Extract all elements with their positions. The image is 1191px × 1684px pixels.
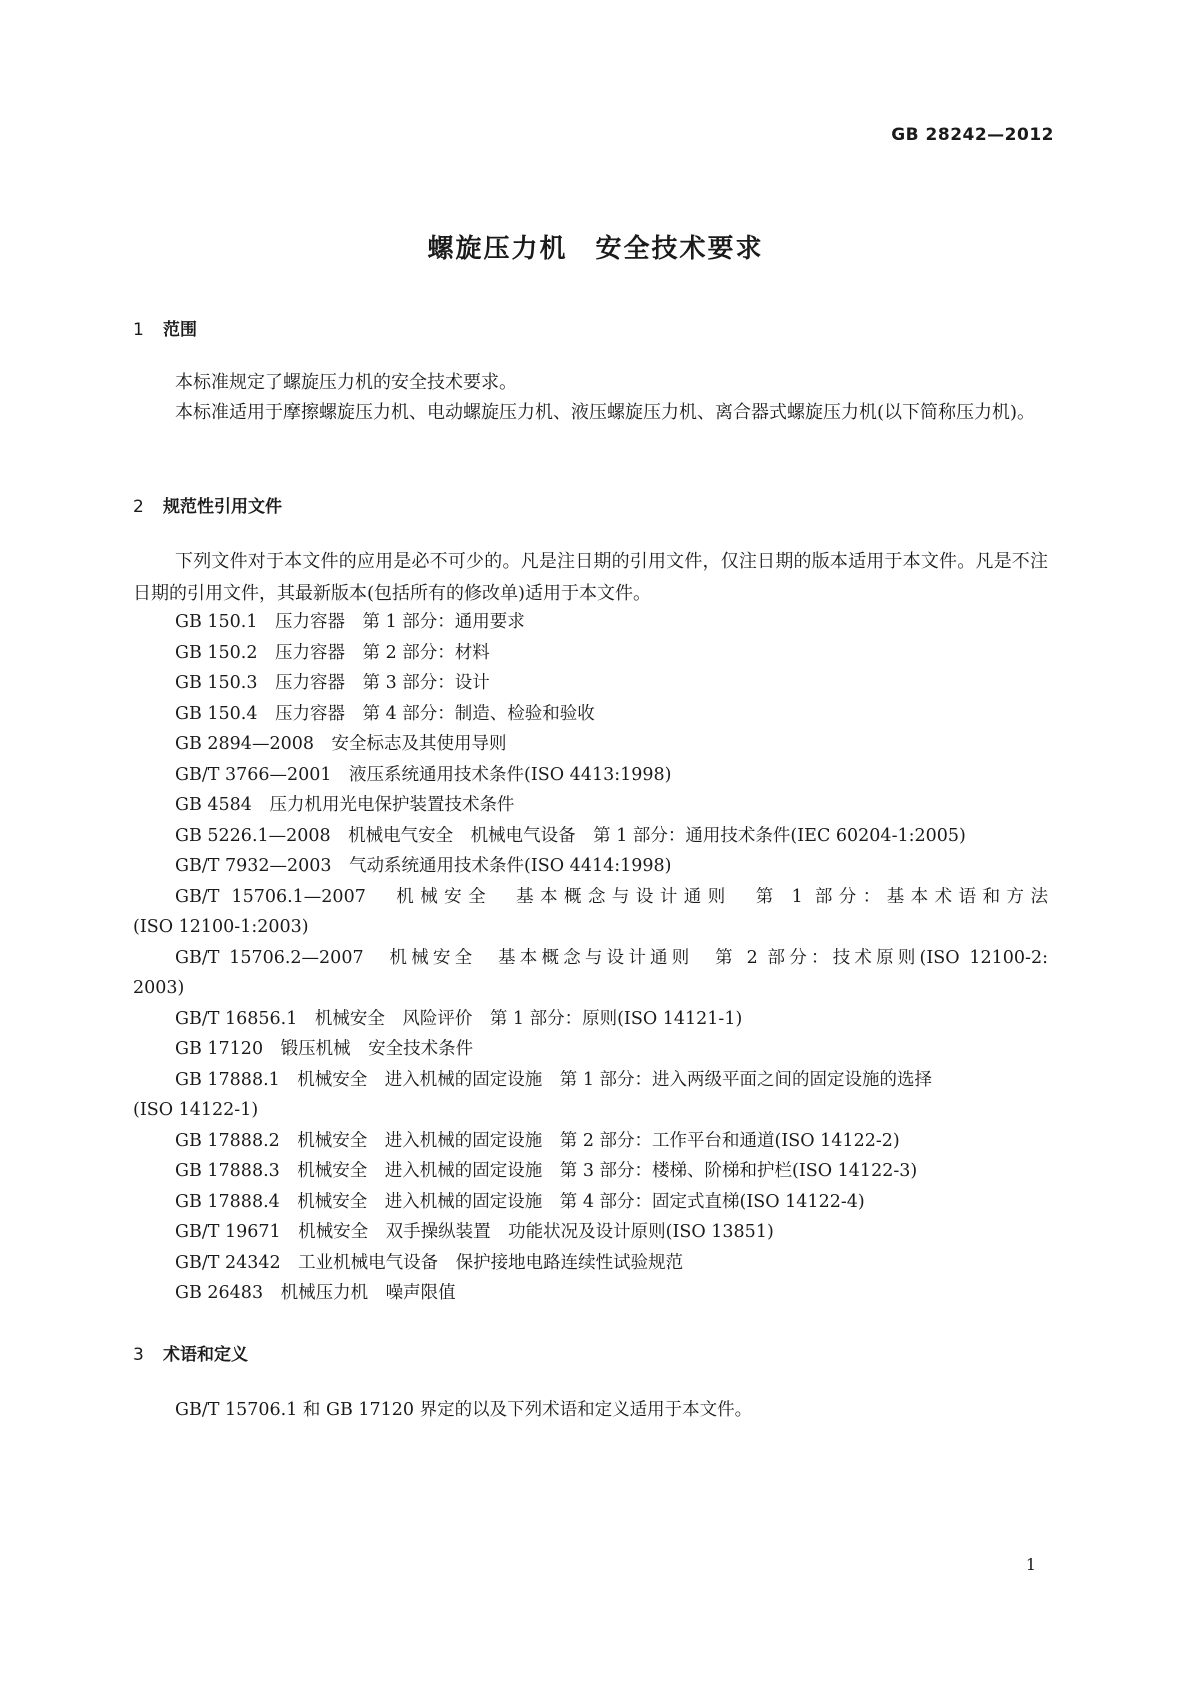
reference-item: GB 17888.1 机械安全 进入机械的固定设施 第 1 部分：进入两级平面之间的固定设施的选择 [175,1070,933,1090]
reference-item: GB 17888.3 机械安全 进入机械的固定设施 第 3 部分：楼梯、阶梯和护栏(ISO 14122-3) [175,1161,918,1181]
section-title: 规范性引用文件 [163,497,282,517]
reference-item: GB/T 3766—2001 液压系统通用技术条件(ISO 4413:1998) [175,765,672,785]
reference-item: GB 5226.1—2008 机械电气安全 机械电气设备 第 1 部分：通用技术条件(IEC 60204-1:2005) [175,826,966,846]
section-3-heading [133,1340,248,1365]
reference-item: GB 17888.4 机械安全 进入机械的固定设施 第 4 部分：固定式直梯(ISO 14122-4) [175,1192,865,1212]
references-intro: 下列文件对于本文件的应用是必不可少的。凡是注日期的引用文件，仅注日期的版本适用于本文件。凡是不注日期的引用文件，其最新版本(包括所有的修改单)适用于本文件。 [133,551,1048,604]
standard-code: GB 28242—2012 [891,125,1054,145]
reference-item: GB 17120 锻压机械 安全技术条件 [175,1039,474,1059]
reference-item: GB/T 15706.1—2007 机械安全 基本概念与设计通则 第 1 部分：基本术语和方法 [175,887,1048,907]
document-title: 螺旋压力机 安全技术要求 [427,234,764,264]
reference-item: GB 150.2 压力容器 第 2 部分：材料 [175,643,490,663]
reference-item: GB/T 24342 工业机械电气设备 保护接地电路连续性试验规范 [175,1253,684,1273]
reference-item: GB 26483 机械压力机 噪声限值 [175,1283,456,1303]
scope-paragraph-1: 本标准规定了螺旋压力机的安全技术要求。 [175,372,517,393]
reference-item: GB 2894—2008 安全标志及其使用导则 [175,734,507,754]
page-number: 1 [1025,1555,1036,1574]
reference-item: GB 150.4 压力容器 第 4 部分：制造、检验和验收 [175,704,595,724]
section-1-heading [133,315,197,340]
section-title: 范围 [163,320,197,340]
section-number: 3 [133,1345,144,1365]
reference-item: GB 150.3 压力容器 第 3 部分：设计 [175,673,490,693]
reference-item: GB 17888.2 机械安全 进入机械的固定设施 第 2 部分：工作平台和通道(ISO 14122-2) [175,1131,900,1151]
scope-paragraph-2: 本标准适用于摩擦螺旋压力机、电动螺旋压力机、液压螺旋压力机、离合器式螺旋压力机(以下简称压力机)。 [175,402,1036,423]
reference-item: GB/T 19671 机械安全 双手操纵装置 功能状况及设计原则(ISO 13851) [175,1222,774,1242]
section-number: 1 [133,320,144,340]
reference-item-continuation: (ISO 12100-1:2003) [133,917,309,937]
reference-item: GB 4584 压力机用光电保护装置技术条件 [175,795,515,815]
reference-item: GB/T 7932—2003 气动系统通用技术条件(ISO 4414:1998) [175,856,672,876]
section-number: 2 [133,497,144,517]
reference-item-continuation: 2003) [133,978,185,998]
reference-item-continuation: (ISO 14122-1) [133,1100,259,1120]
section-title: 术语和定义 [163,1345,248,1365]
reference-item: GB 150.1 压力容器 第 1 部分：通用要求 [175,612,525,632]
reference-item: GB/T 15706.2—2007 机械安全 基本概念与设计通则 第 2 部分：技术原则(ISO 12100-2: [175,948,1048,968]
terms-intro: GB/T 15706.1 和 GB 17120 界定的以及下列术语和定义适用于本文件。 [175,1400,753,1420]
reference-item: GB/T 16856.1 机械安全 风险评价 第 1 部分：原则(ISO 14121-1) [175,1009,743,1029]
section-2-heading [133,492,282,517]
